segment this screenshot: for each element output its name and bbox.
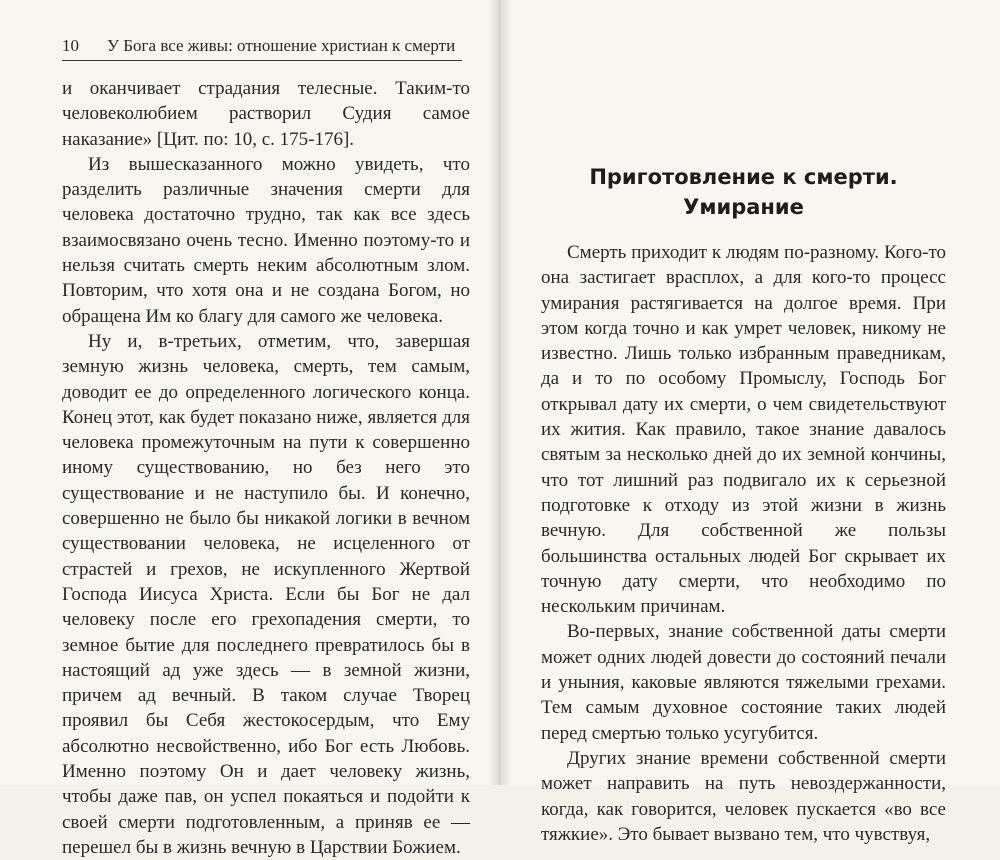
left-body-text — [62, 76, 470, 860]
left-page — [0, 0, 500, 858]
chapter-heading — [541, 162, 946, 222]
right-body-text — [541, 240, 946, 847]
paragraph: Смерть приходит к людям по-разному. Кого-то она застигает врасплох, а для кого-то процесс умирания растягивается на долгое время. При этом когда точно и как умрет человек, никому не известно. Лишь только избранным праведникам, да и то по особому Промыслу, Господь Бог открывал дату их смерти, о чем свидетельствуют их жития. Как правило, такое знание давалось святым за несколько дней до их земной кончины, что тот лишний раз подвигало их к серьезной подготовке к отходу из этой жизни в жизнь вечную. Для собственной же пользы большинства остальных людей Бог скрывает их точную дату смерти, что необходимо по нескольким причинам. — [541, 242, 946, 618]
heading-line-1: Приготовление к смерти. — [589, 165, 898, 189]
paragraph: Из вышесказанного можно увидеть, что разделить различные значения смерти для человека достаточно трудно, так как все здесь взаимосвязано очень тесно. Именно поэтому-то и нельзя считать смерть неким абсолютным злом. Повторим, что хотя она и не создана Богом, но обращена Им ко благу для самого же человека. — [62, 153, 470, 327]
heading-line-2: Умирание — [683, 195, 804, 219]
paragraph: Других знание времени собственной смерти может направить на путь невоздержанности, когда, как говорится, человек пускается «во все тяжкие». Это бывает вызвано тем, что чувствуя, — [541, 747, 946, 845]
paragraph: Ну и, в-третьих, отметим, что, завершая земную жизнь человека, смерть, тем самым, доводит ее до определенного логического конца. Конец этот, как будет показано ниже, является для человека промежуточным на пути к совершенно иному существованию, но без него это существование и не наступило бы. И конечно, совершенно не было бы никакой логики в вечном существовании человека, не исцеленного от страстей и грехов, не искупленного Жертвой Господа Иисуса Христа. Если бы Бог не дал человеку после его грехопадения смерти, то земное бытие для последнего превратилось бы в настоящий ад уже здесь — в земной жизни, причем ад вечный. В таком случае Творец проявил бы Себя жестокосердым, что Ему абсолютно несвойственно, ибо Бог есть Любовь. Именно поэтому Он и дает человеку жизнь, чтобы даже пав, он успел покаяться и подойти к своей смерти подготовленным, а приняв ее — перешел бы в жизнь вечную в Царствии Божием. — [62, 330, 470, 858]
paragraph: и оканчивает страдания телесные. Таким-то человеколюбием растворил Судия самое наказание» [Цит. по: 10, с. 175-176]. — [62, 78, 470, 150]
book-gutter — [488, 0, 512, 785]
paragraph: Во-первых, знание собственной даты смерти может одних людей довести до состояний печали и уныния, каковые являются тяжелыми грехами. Тем самым духовное состояние таких людей перед смертью только усугубится. — [541, 621, 946, 744]
page-number: 10 — [62, 36, 79, 55]
right-page — [500, 0, 1000, 845]
running-head — [62, 36, 462, 61]
running-head-title: У Бога все живы: отношение христиан к смерти — [107, 36, 456, 55]
